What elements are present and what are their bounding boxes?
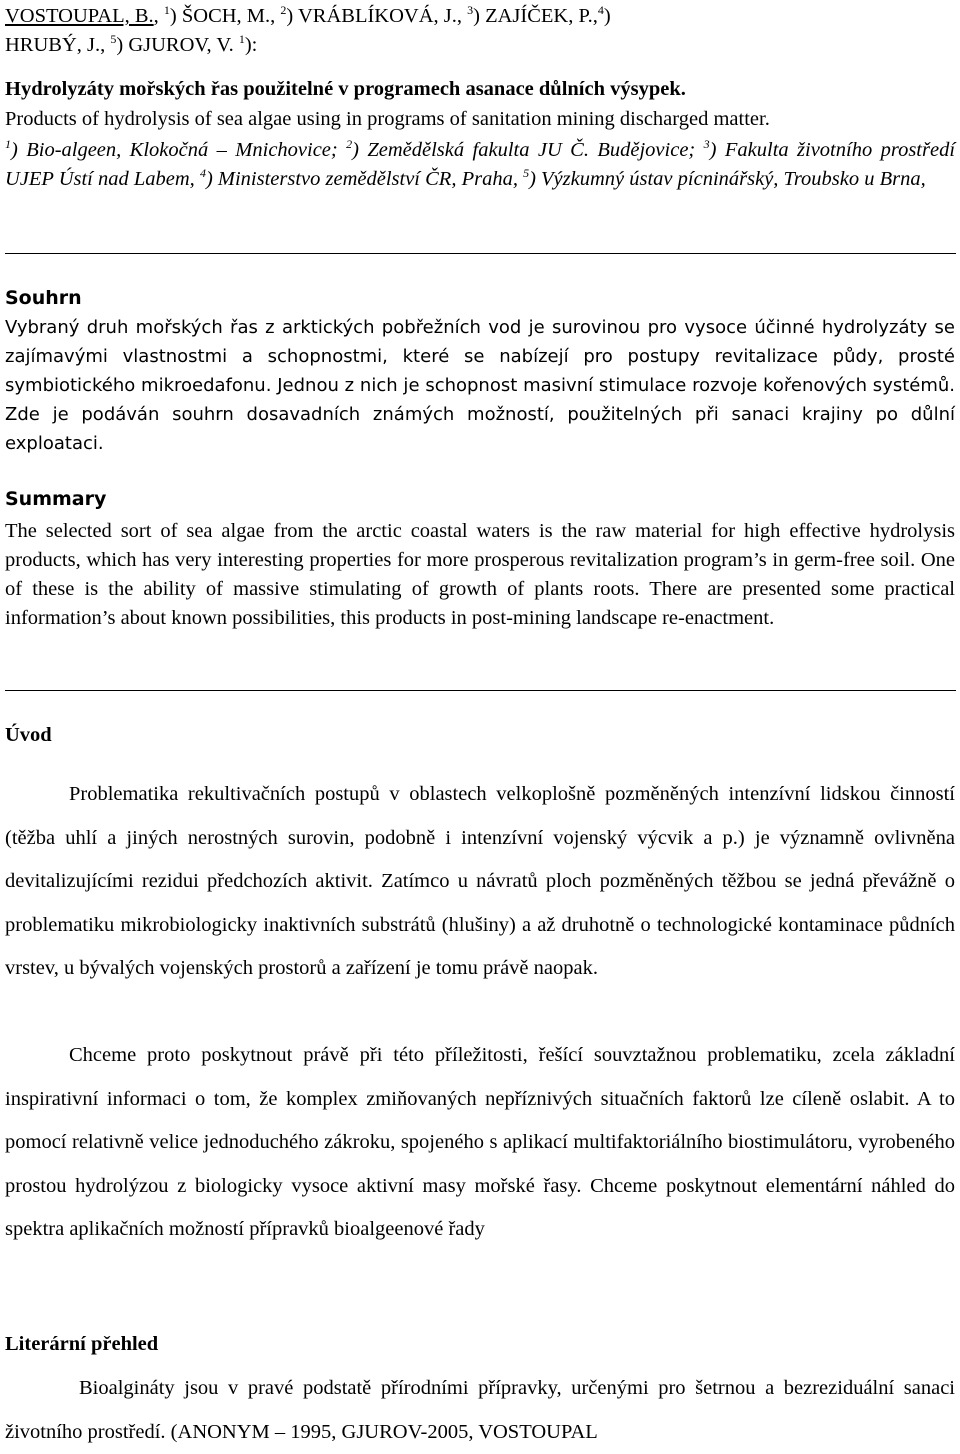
summary-text: The selected sort of sea algae from the arctic coastal waters is the raw material for high effective hydrolysis products, which has very interesting properties for more prosperous revitalization program’s in germ-free soil. One of these is the ability of massive stimulating of growth of plants roots. There are presented some practical information’s about known possibilities, this products in post-mining landscape re-enactment. <box>5 520 955 629</box>
author-link[interactable]: VOSTOUPAL, B. <box>5 5 154 27</box>
authors-line-1: VOSTOUPAL, B., $^1$) ŠOCH, M., $^2$) VRÁBLÍKOVÁ, J., $^3$) ZAJÍČEK, P.,$^4$) <box>5 3 611 27</box>
souhrn-heading: Souhrn <box>5 287 82 309</box>
uvod-paragraph-1: Problematika rekultivačních postupů v oblastech velkoplošně pozměněných intenzívní lidskou činností (těžba uhlí a jiných nerostných surovin, podobně i intenzívní vojenský výcvik a p.) je významně ovlivněna devitalizujícími rezidui předchozích aktivit. Zatímco u návratů ploch pozměněných těžbou se jedná převážně o problematiku mikrobiologicky inaktivních substrátů (hlušiny) a až druhotně o technologické kontaminace půdních vrstev, u bývalých vojenských prostorů a zařízení je tomu právě naopak. <box>5 783 955 979</box>
affiliations: $^1$) Bio-algeen, Klokočná – Mnichovice; $^2$) Zemědělská fakulta JU Č. Budějovice; $^3$) Fakulta životního prostředí UJEP Ústí nad Labem, $^4$) Ministerstvo zemědělství ČR, Praha, $^5$) Výzkumný ústav pícninářský, Troubsko u Brna, <box>5 137 956 190</box>
uvod-paragraph-2: Chceme proto poskytnout právě při této příležitosti, řešící souvztažnou problematiku, zcela základní inspirativní informaci o tom, že komplex zmiňovaných nepříznivých situačních faktorů lze cíleně oslabit. A to pomocí relativně velice jednoduchého zákroku, spojeného s aplikací multifaktoriálního biostimulátoru, vyrobeného prostou hydrolýzou z biologicky vysoce aktivní masy mořské řasy. Chceme poskytnout elementární náhled do spektra aplikačních možností přípravků bioalgeenové řady <box>5 1044 955 1240</box>
title-english: Products of hydrolysis of sea algae using in programs of sanitation mining discharged matter. <box>5 108 770 130</box>
authors-line-2: HRUBÝ, J., $^5$) GJUROV, V. $^1$): <box>5 32 258 56</box>
uvod-heading: Úvod <box>5 724 52 746</box>
divider-top <box>5 253 956 254</box>
literarni-paragraph-1: Bioalgináty jsou v pravé podstatě přírodními přípravky, určenými pro šetrnou a bezreziduální sanaci životního prostředí. (ANONYM – 1995, GJUROV-2005, VOSTOUPAL <box>5 1377 955 1443</box>
literarni-heading: Literární přehled <box>5 1333 159 1355</box>
divider-bottom <box>5 690 956 691</box>
authors <box>5 2 611 60</box>
souhrn-text: Vybraný druh mořských řas z arktických pobřežních vod je surovinou pro vysoce účinné hydrolyzáty se zajímavými vlastnostmi a schopnostmi, které se nabízejí pro postupy revitalizace půdy, prosté symbiotického mikroedafonu. Jednou z nich je schopnost masivní stimulace rozvoje kořenových systémů. Zde je podáván souhrn dosavadních známých možností, použitelných při sanaci krajiny po důlní exploataci. <box>5 317 955 454</box>
title-czech: Hydrolyzáty mořských řas použitelné v programech asanace důlních výsypek. <box>5 78 686 100</box>
summary-heading: Summary <box>5 488 107 510</box>
